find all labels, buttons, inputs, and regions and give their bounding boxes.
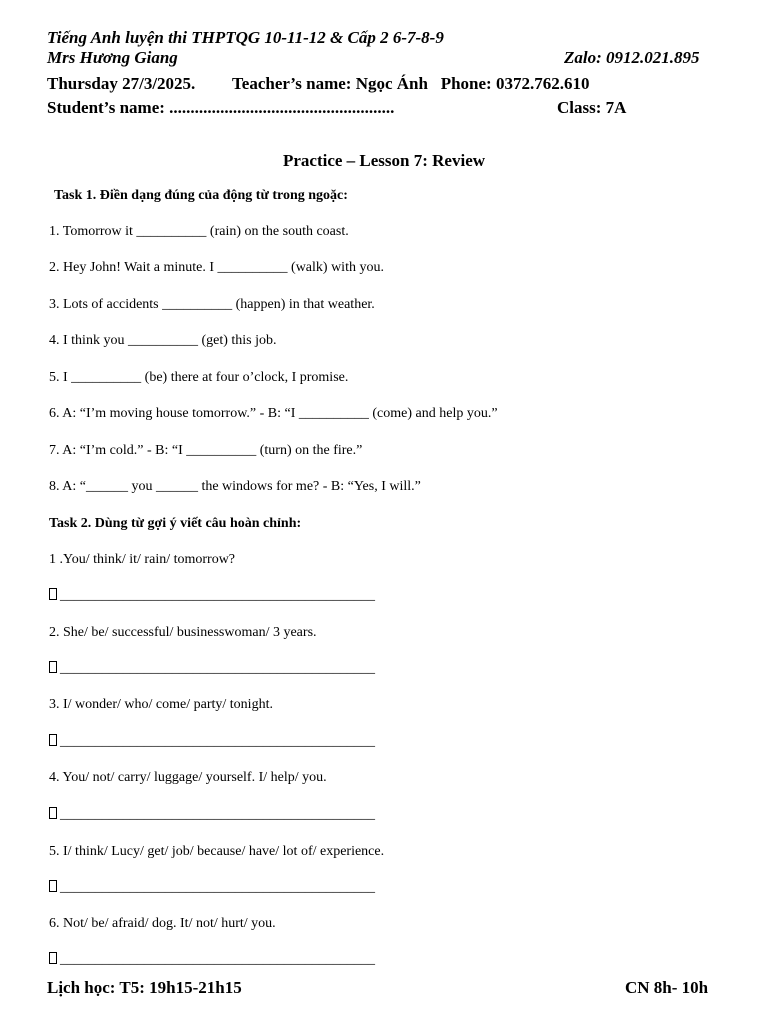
task2-heading: Task 2. Dùng từ gợi ý viết câu hoàn chỉnh: bbox=[49, 516, 302, 531]
task1-heading: Task 1. Điền dạng đúng của động từ trong ngoặc: bbox=[54, 188, 348, 203]
teacher-info: Teacher’s name: Ngọc Ánh Phone: 0372.762.610 bbox=[232, 74, 590, 93]
answer-line: _____________________________________________ bbox=[49, 952, 375, 968]
answer-line: _____________________________________________ bbox=[49, 807, 375, 823]
answer-line: _____________________________________________ bbox=[49, 734, 375, 750]
checkbox-icon bbox=[49, 952, 57, 964]
checkbox-icon bbox=[49, 807, 57, 819]
task2-prompt: 3. I/ wonder/ who/ come/ party/ tonight. bbox=[49, 697, 273, 712]
checkbox-icon bbox=[49, 880, 57, 892]
task1-item: 3. Lots of accidents __________ (happen) in that weather. bbox=[49, 297, 375, 312]
task1-item: 2. Hey John! Wait a minute. I __________ (walk) with you. bbox=[49, 260, 384, 275]
task1-item: 6. A: “I’m moving house tomorrow.” - B: “I __________ (come) and help you.” bbox=[49, 406, 498, 421]
checkbox-icon bbox=[49, 734, 57, 746]
task2-prompt: 5. I/ think/ Lucy/ get/ job/ because/ have/ lot of/ experience. bbox=[49, 844, 385, 859]
task1-item: 7. A: “I’m cold.” - B: “I __________ (turn) on the fire.” bbox=[49, 443, 363, 458]
zalo-contact: Zalo: 0912.021.895 bbox=[564, 48, 700, 67]
schedule-weekday: Lịch học: T5: 19h15-21h15 bbox=[47, 978, 242, 997]
task1-item: 1. Tomorrow it __________ (rain) on the south coast. bbox=[49, 224, 349, 239]
teacher-brand: Mrs Hương Giang bbox=[47, 48, 178, 67]
task2-prompt: 1 .You/ think/ it/ rain/ tomorrow? bbox=[49, 552, 236, 567]
answer-line: _____________________________________________ bbox=[49, 661, 375, 677]
checkbox-icon bbox=[49, 661, 57, 673]
answer-line: _____________________________________________ bbox=[49, 588, 375, 604]
task2-prompt: 6. Not/ be/ afraid/ dog. It/ not/ hurt/ you. bbox=[49, 916, 276, 931]
answer-line: _____________________________________________ bbox=[49, 880, 375, 896]
course-title: Tiếng Anh luyện thi THPTQG 10-11-12 & Cấp 2 6-7-8-9 bbox=[47, 28, 444, 47]
schedule-sunday: CN 8h- 10h bbox=[625, 978, 709, 997]
date: Thursday 27/3/2025. bbox=[47, 74, 196, 93]
task1-item: 4. I think you __________ (get) this job. bbox=[49, 333, 277, 348]
class-label: Class: 7A bbox=[557, 98, 627, 117]
task1-item: 8. A: “______ you ______ the windows for me? - B: “Yes, I will.” bbox=[49, 479, 421, 494]
task2-prompt: 4. You/ not/ carry/ luggage/ yourself. I/ help/ you. bbox=[49, 770, 327, 785]
checkbox-icon bbox=[49, 588, 57, 600]
student-name-field: Student’s name: ..................................................... bbox=[47, 98, 395, 117]
task2-prompt: 2. She/ be/ successful/ businesswoman/ 3 years. bbox=[49, 625, 317, 640]
worksheet-title: Practice – Lesson 7: Review bbox=[282, 151, 486, 170]
task1-item: 5. I __________ (be) there at four o’clock, I promise. bbox=[49, 370, 349, 385]
